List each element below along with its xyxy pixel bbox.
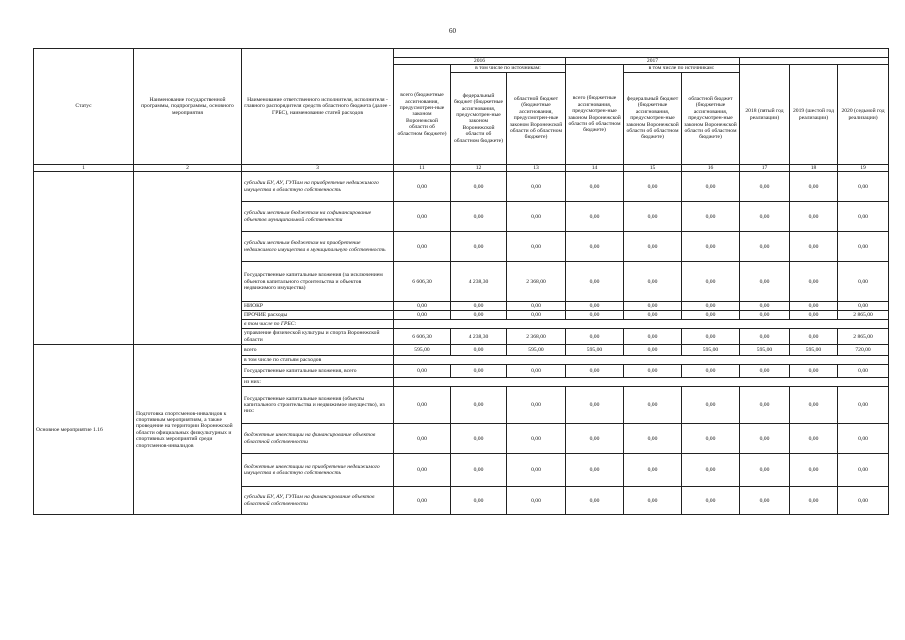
value-cell: 0,00 xyxy=(624,232,682,262)
value-cell: 0,00 xyxy=(451,454,507,487)
row-label: всего xyxy=(242,345,394,356)
value-cell: 0,00 xyxy=(394,311,451,320)
value-cell: 0,00 xyxy=(451,202,507,232)
header-2016-regional: областной бюджет (бюджетные ассигнования, предусмотрен-ные законом Воронежской области об областном бюджете) xyxy=(507,72,566,164)
row-label: субсидии БУ, АУ, ГУПам на финансирование объектов областной собственности xyxy=(242,487,394,515)
value-cell: 0,00 xyxy=(790,424,838,454)
column-number: 14 xyxy=(566,164,624,171)
value-cell: 4 238,30 xyxy=(451,329,507,345)
column-number: 18 xyxy=(790,164,838,171)
table-row xyxy=(34,345,889,356)
row-label: ПРОЧИЕ расходы xyxy=(242,311,394,320)
value-cell: 0,00 xyxy=(682,232,740,262)
row-label: в том числе по статьям расходов xyxy=(242,356,394,365)
row-label: из них: xyxy=(242,378,394,387)
value-cell: 595,00 xyxy=(790,345,838,356)
value-cell: 0,00 xyxy=(566,172,624,202)
value-cell: 0,00 xyxy=(740,232,790,262)
column-number: 3 xyxy=(242,164,394,171)
value-cell: 0,00 xyxy=(740,311,790,320)
row-label: субсидии местным бюджетам на софинансирование объектов муниципальной собственности xyxy=(242,202,394,232)
value-cell: 0,00 xyxy=(682,311,740,320)
value-cell: 0,00 xyxy=(507,365,566,378)
column-number: 1 xyxy=(34,164,134,171)
value-cell: 0,00 xyxy=(624,262,682,302)
header-2020: 2020 (седьмой год реализации) xyxy=(838,65,889,164)
column-number: 2 xyxy=(134,164,242,171)
value-cell: 595,00 xyxy=(394,345,451,356)
value-cell: 0,00 xyxy=(624,387,682,424)
value-cell: 0,00 xyxy=(838,302,889,311)
row-label: субсидии местным бюджетам на приобретение недвижимого имущества в муниципальную собственность xyxy=(242,232,394,262)
value-cell: 0,00 xyxy=(740,172,790,202)
value-cell: 0,00 xyxy=(790,172,838,202)
value-cell: 0,00 xyxy=(624,302,682,311)
value-cell: 0,00 xyxy=(624,329,682,345)
header-2018: 2018 (пятый год реализации) xyxy=(740,65,790,164)
value-cell: 0,00 xyxy=(838,424,889,454)
budget-table xyxy=(33,48,889,515)
value-cell: 0,00 xyxy=(451,172,507,202)
page-number: 60 xyxy=(449,27,456,35)
value-cell: 0,00 xyxy=(740,454,790,487)
column-number: 19 xyxy=(838,164,889,171)
value-cell: 0,00 xyxy=(566,232,624,262)
value-cell: 0,00 xyxy=(451,387,507,424)
column-number: 13 xyxy=(507,164,566,171)
value-cell: 0,00 xyxy=(566,262,624,302)
value-cell: 0,00 xyxy=(838,387,889,424)
value-cell: 0,00 xyxy=(507,311,566,320)
value-cell: 0,00 xyxy=(624,172,682,202)
value-cell: 0,00 xyxy=(682,454,740,487)
value-cell: 0,00 xyxy=(790,365,838,378)
header-year-2017: 2017 xyxy=(566,58,740,65)
value-cell: 0,00 xyxy=(507,487,566,515)
value-cell: 0,00 xyxy=(838,454,889,487)
value-cell: 0,00 xyxy=(624,202,682,232)
value-cell: 0,00 xyxy=(451,365,507,378)
header-executor-name: Наименование ответственного исполнителя, исполнителя - главного распорядителя средств областного бюджета (далее - ГРБС), наименование статей расходов xyxy=(242,49,394,165)
value-cell: 0,00 xyxy=(790,329,838,345)
empty-values xyxy=(394,320,889,329)
value-cell: 0,00 xyxy=(790,262,838,302)
value-cell: 0,00 xyxy=(790,454,838,487)
value-cell: 0,00 xyxy=(451,345,507,356)
value-cell: 0,00 xyxy=(682,487,740,515)
value-cell: 595,00 xyxy=(682,345,740,356)
value-cell: 0,00 xyxy=(507,172,566,202)
value-cell: 0,00 xyxy=(507,202,566,232)
value-cell: 0,00 xyxy=(740,487,790,515)
value-cell: 0,00 xyxy=(394,202,451,232)
row-label: Государственные капитальные вложения, всего xyxy=(242,365,394,378)
header-top-blank xyxy=(394,49,889,58)
value-cell: 0,00 xyxy=(790,202,838,232)
value-cell: 0,00 xyxy=(740,302,790,311)
header-2019: 2019 (шестой год реализации) xyxy=(790,65,838,164)
value-cell: 0,00 xyxy=(566,365,624,378)
value-cell: 0,00 xyxy=(566,202,624,232)
header-years-blank xyxy=(740,58,889,65)
value-cell: 0,00 xyxy=(566,387,624,424)
value-cell: 0,00 xyxy=(451,424,507,454)
value-cell: 0,00 xyxy=(740,387,790,424)
value-cell: 0,00 xyxy=(394,232,451,262)
row-label: в том числе по ГРБС: xyxy=(242,320,394,329)
value-cell: 0,00 xyxy=(682,172,740,202)
header-2017-by-sources: в том числе по источникам: xyxy=(624,65,740,72)
value-cell: 0,00 xyxy=(507,302,566,311)
header-2016-by-sources: в том числе по источникам: xyxy=(451,65,566,72)
table-row xyxy=(34,172,889,202)
value-cell: 0,00 xyxy=(682,424,740,454)
value-cell: 0,00 xyxy=(566,311,624,320)
value-cell: 0,00 xyxy=(566,487,624,515)
value-cell: 0,00 xyxy=(838,262,889,302)
value-cell: 0,00 xyxy=(790,487,838,515)
column-number: 12 xyxy=(451,164,507,171)
column-number: 16 xyxy=(682,164,740,171)
program-cell-empty xyxy=(134,172,242,345)
value-cell: 0,00 xyxy=(394,302,451,311)
value-cell: 0,00 xyxy=(790,311,838,320)
value-cell: 2 368,00 xyxy=(507,262,566,302)
column-number: 11 xyxy=(394,164,451,171)
value-cell: 0,00 xyxy=(682,262,740,302)
value-cell: 0,00 xyxy=(838,365,889,378)
value-cell: 0,00 xyxy=(624,311,682,320)
value-cell: 2 865,00 xyxy=(838,311,889,320)
value-cell: 0,00 xyxy=(838,202,889,232)
value-cell: 0,00 xyxy=(682,365,740,378)
main-activity-name: Подготовка спортсменов-инвалидов к спортивным мероприятиям, а также проведение на территории Воронежской области официальных физкультурных и спортивных мероприятий среди спортсменов-инвалидов xyxy=(134,345,242,515)
value-cell: 0,00 xyxy=(394,424,451,454)
row-label: субсидии БУ, АУ, ГУПам на приобретение недвижимого имущества в областную собственность xyxy=(242,172,394,202)
value-cell: 0,00 xyxy=(394,387,451,424)
value-cell: 0,00 xyxy=(566,329,624,345)
value-cell: 0,00 xyxy=(682,302,740,311)
value-cell: 0,00 xyxy=(451,232,507,262)
value-cell: 0,00 xyxy=(838,487,889,515)
value-cell: 0,00 xyxy=(624,487,682,515)
main-activity-status: Основное мероприятие 1.16 xyxy=(34,345,134,515)
header-status: Статус xyxy=(34,49,134,165)
value-cell: 595,00 xyxy=(507,345,566,356)
empty-values xyxy=(394,378,889,387)
blank-header-row xyxy=(34,49,889,58)
header-2017-regional: областной бюджет (бюджетные ассигнования, предусмотрен-ные законом Воронежской области об областном бюджете) xyxy=(682,72,740,164)
row-label: НИОКР xyxy=(242,302,394,311)
value-cell: 0,00 xyxy=(507,454,566,487)
value-cell: 6 606,30 xyxy=(394,329,451,345)
value-cell: 2 368,00 xyxy=(507,329,566,345)
row-label: Государственные капитальные вложения (объекты капитального строительства и недвижимое имущество), из них: xyxy=(242,387,394,424)
value-cell: 0,00 xyxy=(394,454,451,487)
value-cell: 0,00 xyxy=(507,232,566,262)
column-number-row xyxy=(34,164,889,171)
value-cell: 0,00 xyxy=(507,424,566,454)
value-cell: 0,00 xyxy=(838,172,889,202)
value-cell: 0,00 xyxy=(566,424,624,454)
value-cell: 0,00 xyxy=(566,302,624,311)
value-cell: 595,00 xyxy=(566,345,624,356)
row-label: бюджетные инвестиции на финансирование объектов областной собственности xyxy=(242,424,394,454)
value-cell: 0,00 xyxy=(790,232,838,262)
value-cell: 595,00 xyxy=(740,345,790,356)
column-number: 17 xyxy=(740,164,790,171)
value-cell: 0,00 xyxy=(624,424,682,454)
value-cell: 0,00 xyxy=(740,365,790,378)
value-cell: 0,00 xyxy=(624,454,682,487)
value-cell: 0,00 xyxy=(624,365,682,378)
value-cell: 0,00 xyxy=(394,487,451,515)
header-2016-federal: федеральный бюджет (бюджетные ассигнования, предусмотрен-ные законом Воронежской области об областном бюджете) xyxy=(451,72,507,164)
header-2017-total: всего (бюджетные ассигнования, предусмотрен-ные законом Воронежской области об областном бюджете) xyxy=(566,65,624,164)
row-label: Государственные капитальные вложения (за исключением объектов капитального строительства и объектов недвижимого имущества) xyxy=(242,262,394,302)
header-2016-total: всего (бюджетные ассигнования, предусмотрен-ные законом Воронежской области об областном бюджете) xyxy=(394,65,451,164)
empty-values xyxy=(394,356,889,365)
value-cell: 0,00 xyxy=(682,329,740,345)
row-label: бюджетные инвестиции на приобретение недвижимого имущества в областную собственность xyxy=(242,454,394,487)
status-cell-empty xyxy=(34,172,134,345)
header-program-name: Наименование государственной программы, подпрограммы, основного мероприятия xyxy=(134,49,242,165)
value-cell: 6 606,30 xyxy=(394,262,451,302)
value-cell: 0,00 xyxy=(394,365,451,378)
value-cell: 0,00 xyxy=(394,172,451,202)
value-cell: 0,00 xyxy=(451,311,507,320)
value-cell: 0,00 xyxy=(740,424,790,454)
value-cell: 0,00 xyxy=(740,329,790,345)
value-cell: 4 238,30 xyxy=(451,262,507,302)
header-year-2016: 2016 xyxy=(394,58,566,65)
value-cell: 720,00 xyxy=(838,345,889,356)
value-cell: 0,00 xyxy=(740,262,790,302)
value-cell: 0,00 xyxy=(790,302,838,311)
value-cell: 0,00 xyxy=(624,345,682,356)
column-number: 15 xyxy=(624,164,682,171)
value-cell: 0,00 xyxy=(451,487,507,515)
value-cell: 0,00 xyxy=(451,302,507,311)
header-2017-federal: федеральный бюджет (бюджетные ассигнования, предусмотрен-ные законом Воронежской области об областном бюджете) xyxy=(624,72,682,164)
row-label: управление физической культуры и спорта Воронежской области xyxy=(242,329,394,345)
value-cell: 2 865,00 xyxy=(838,329,889,345)
value-cell: 0,00 xyxy=(740,202,790,232)
value-cell: 0,00 xyxy=(838,232,889,262)
value-cell: 0,00 xyxy=(790,387,838,424)
value-cell: 0,00 xyxy=(682,202,740,232)
value-cell: 0,00 xyxy=(682,387,740,424)
value-cell: 0,00 xyxy=(566,454,624,487)
value-cell: 0,00 xyxy=(507,387,566,424)
